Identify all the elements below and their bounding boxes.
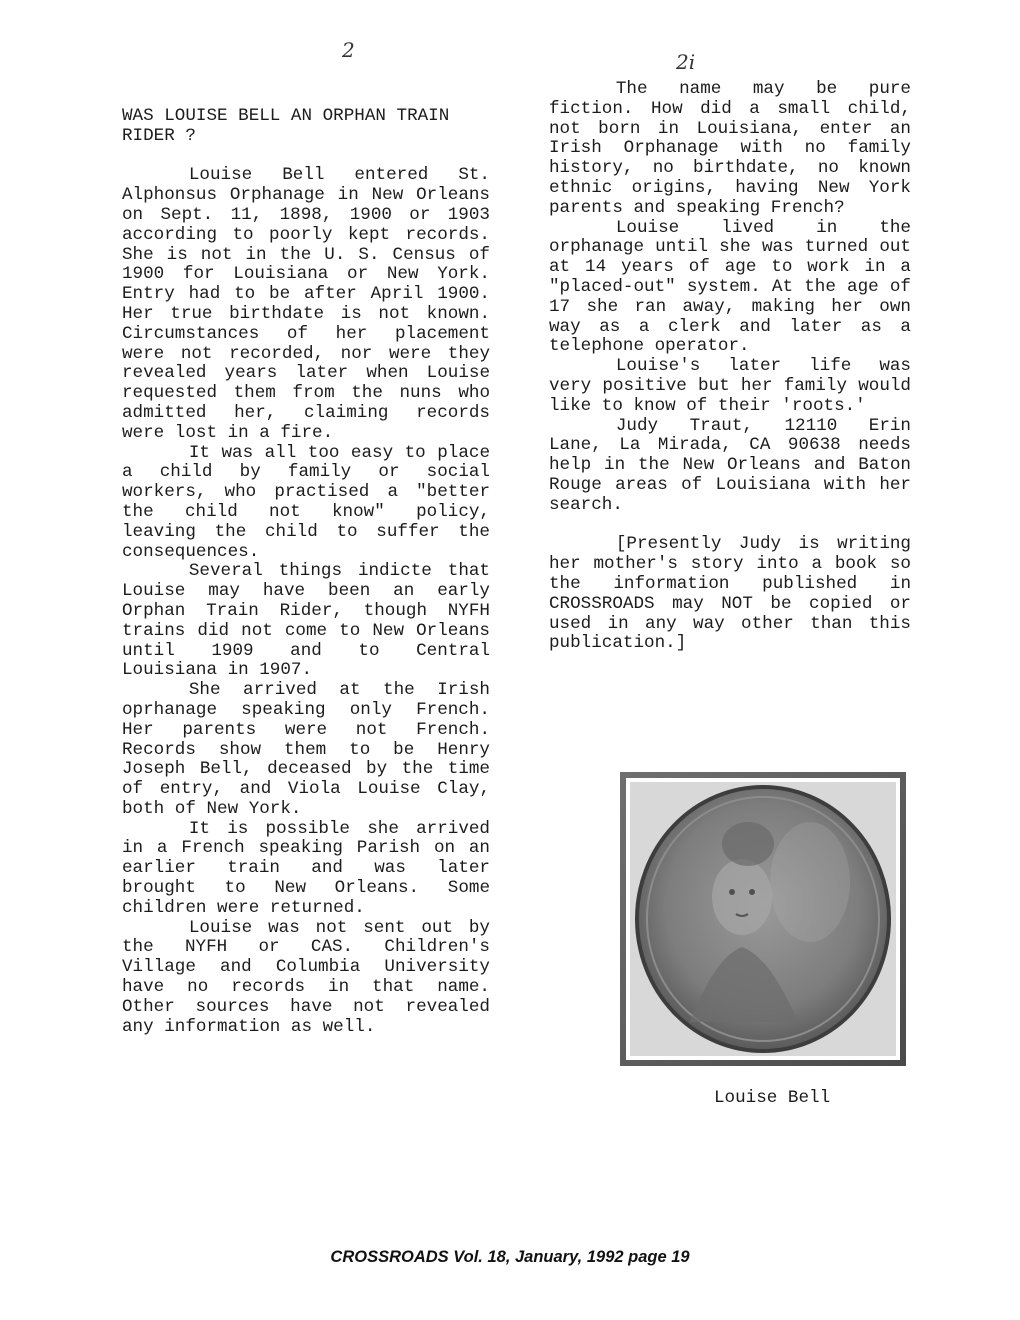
right-paragraph-1: The name may be pure fiction. How did a small child, not born in Louisiana, enter an Irish Orphanage with no family history, no birthdate, no known ethnic origins, having New York parents and speaking French?	[549, 79, 911, 218]
left-paragraph-2: It was all too easy to place a child by family or social workers, who practised a "better the child not know" policy, leaving the child to suffer the consequences.	[122, 442, 490, 562]
handwritten-page-mark-left: 2	[342, 38, 355, 62]
left-paragraph-6: Louise was not sent out by the NYFH or CAS. Children's Village and Columbia University have no records in that name. Other sources have not revealed any information as well.	[122, 917, 490, 1037]
left-paragraph-4: She arrived at the Irish oprhanage speaking only French. Her parents were not French. Records show them to be Henry Joseph Bell, deceased by the time of entry, and Viola Louise Clay, both of New York.	[122, 680, 490, 819]
right-paragraph-2: Louise lived in the orphanage until she was turned out at 14 years of age to work in a "placed-out" system. At the age of 17 she ran away, making her own way as a clerk and later as a telephone operator.	[549, 217, 911, 357]
portrait-photo	[620, 772, 906, 1066]
right-paragraph-3: Louise's later life was very positive but her family would like to know of their 'roots.'	[549, 356, 911, 416]
right-column	[549, 80, 911, 654]
page-footer: CROSSROADS Vol. 18, January, 1992 page 19	[330, 1248, 690, 1266]
article-title: WAS LOUISE BELL AN ORPHAN TRAIN RIDER ?	[122, 106, 450, 146]
left-paragraph-5: It is possible she arrived in a French speaking Parish on an earlier train and was later brought to New Orleans. Some children were returned.	[122, 818, 490, 918]
handwritten-page-mark-right: 2i	[676, 50, 696, 74]
copyright-note: [Presently Judy is writing her mother's story into a book so the information published in CROSSROADS may NOT be copied or used in any way other than this publication.]	[549, 534, 911, 654]
right-paragraph-4: Judy Traut, 12110 Erin Lane, La Mirada, CA 90638 needs help in the New Orleans and Baton Rouge areas of Louisiana with her search.	[549, 415, 911, 515]
left-column	[122, 107, 490, 1037]
left-paragraph-3: Several things indicte that Louise may have been an early Orphan Train Rider, though NYFH trains did not come to New Orleans until 1909 and to Central Louisiana in 1907.	[122, 561, 490, 681]
photo-caption: Louise Bell	[714, 1088, 831, 1108]
left-paragraph-1: Louise Bell entered St. Alphonsus Orphanage in New Orleans on Sept. 11, 1898, 1900 or 1903 according to poorly kept records. She is not in the U. S. Census of 1900 for Louisiana or New York. Entry had to be after April 1900. Her true birthdate is not known. Circumstances of her placement were not recorded, nor were they revealed years later when Louise requested them from the nuns who admitted her, claiming records were lost in a fire.	[122, 165, 490, 443]
